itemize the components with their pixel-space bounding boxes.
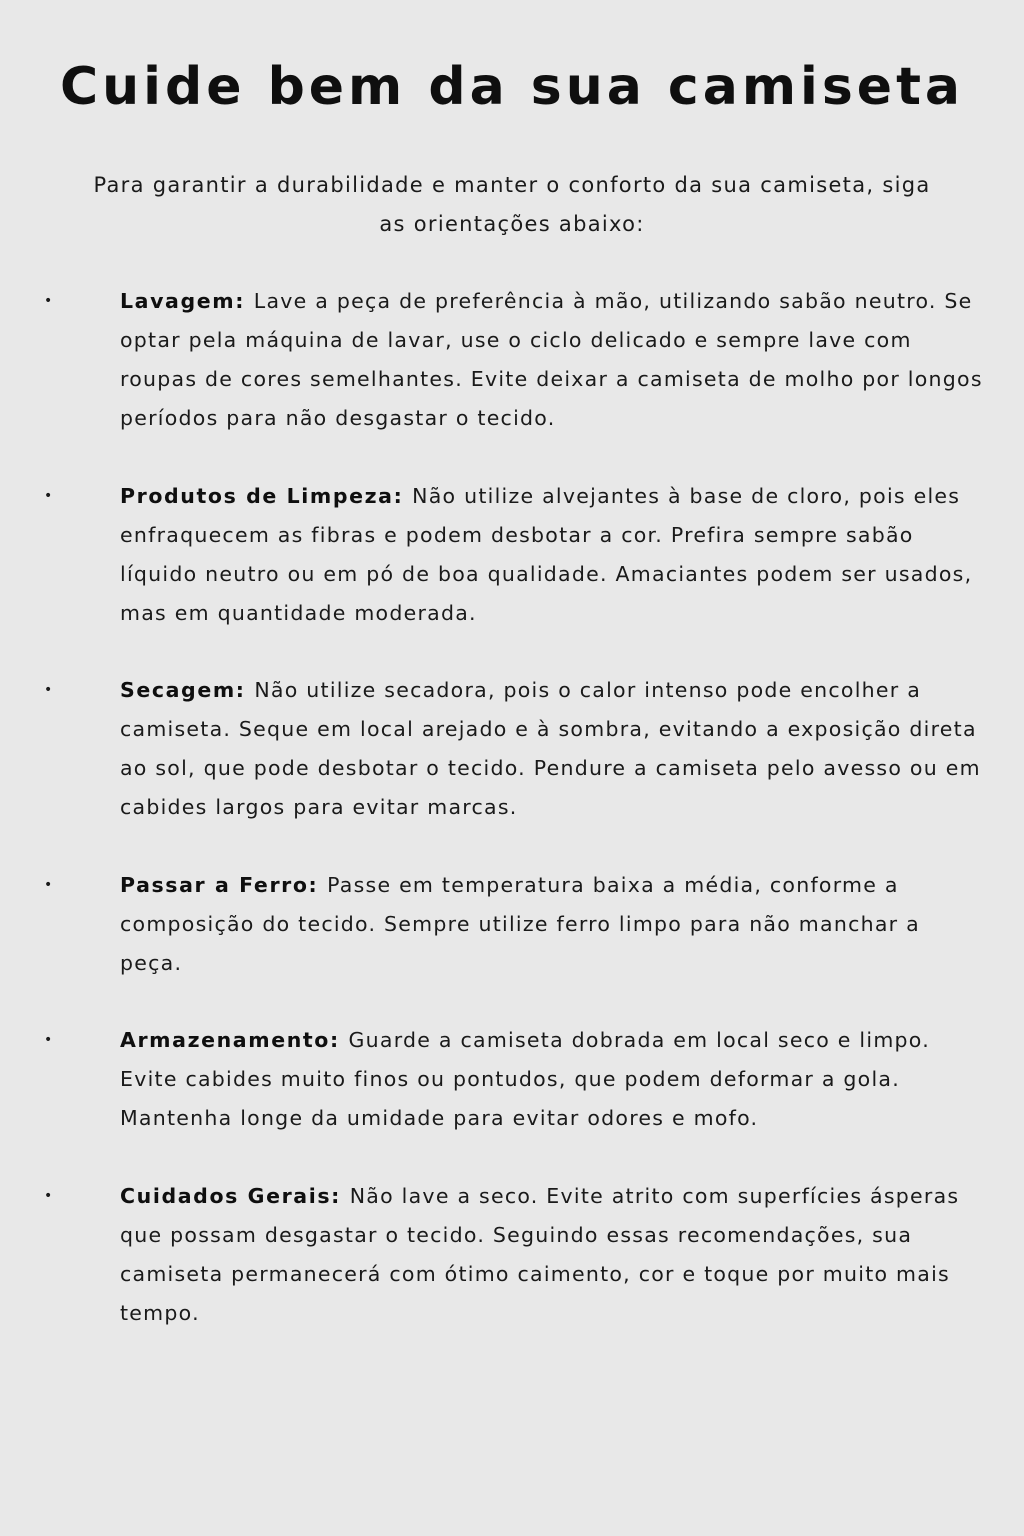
bullet-icon: • <box>44 1032 54 1048</box>
page-title: Cuide bem da sua camiseta <box>59 57 965 117</box>
care-item-secagem <box>0 671 1024 827</box>
care-item-text: Não utilize secadora, pois o calor intenso pode encolher a camiseta. Seque em local arejado e à sombra, evitando a exposição direta ao sol, que pode desbotar o tecido. Pendure a camiseta pelo avesso ou em cabides largos para evitar marcas. <box>120 678 981 819</box>
care-item-label: Cuidados Gerais: <box>120 1183 350 1208</box>
care-item-text: Guarde a camiseta dobrada em local seco e limpo. Evite cabides muito finos ou pontudos, que podem deformar a gola. Mantenha longe da umidade para evitar odores e mofo. <box>120 1028 931 1130</box>
bullet-icon: • <box>44 487 54 504</box>
care-item-lavagem <box>0 282 1024 438</box>
care-item-label: Produtos de Limpeza: <box>120 483 413 508</box>
bullet-icon: • <box>44 876 54 893</box>
care-item-text: Passe em temperatura baixa a média, conforme a composição do tecido. Sempre utilize ferro limpo para não manchar a peça. <box>120 872 920 975</box>
intro-paragraph: Para garantir a durabilidade e manter o conforto da sua camiseta, siga as orientações abaixo: <box>93 173 931 236</box>
care-item-label: Armazenamento: <box>120 1028 349 1052</box>
care-list <box>0 282 1024 1371</box>
care-item-text: Não lave a seco. Evite atrito com superfícies ásperas que possam desgastar o tecido. Seguindo essas recomendações, sua camiseta permanecerá com ótimo caimento, cor e toque por muito mais tempo. <box>120 1183 960 1325</box>
bullet-icon: • <box>44 1187 54 1204</box>
bullet-icon: • <box>44 682 54 698</box>
care-item-label: Lavagem: <box>120 289 254 313</box>
bullet-icon: • <box>44 293 54 309</box>
care-item-label: Passar a Ferro: <box>120 872 328 897</box>
care-item-armazenamento <box>0 1021 1024 1138</box>
care-item-text: Não utilize alvejantes à base de cloro, pois eles enfraquecem as fibras e podem desbotar a cor. Prefira sempre sabão líquido neutro ou em pó de boa qualidade. Amaciantes podem ser usados, mas em quantidade moderada. <box>120 483 973 625</box>
care-item-label: Secagem: <box>120 678 255 702</box>
care-item-passar-a-ferro <box>0 866 1024 983</box>
care-item-text: Lave a peça de preferência à mão, utilizando sabão neutro. Se optar pela máquina de lavar, use o ciclo delicado e sempre lave com roupas de cores semelhantes. Evite deixar a camiseta de molho por longos períodos para não desgastar o tecido. <box>120 289 983 430</box>
care-item-produtos-de-limpeza <box>0 477 1024 633</box>
care-item-cuidados-gerais <box>0 1177 1024 1333</box>
